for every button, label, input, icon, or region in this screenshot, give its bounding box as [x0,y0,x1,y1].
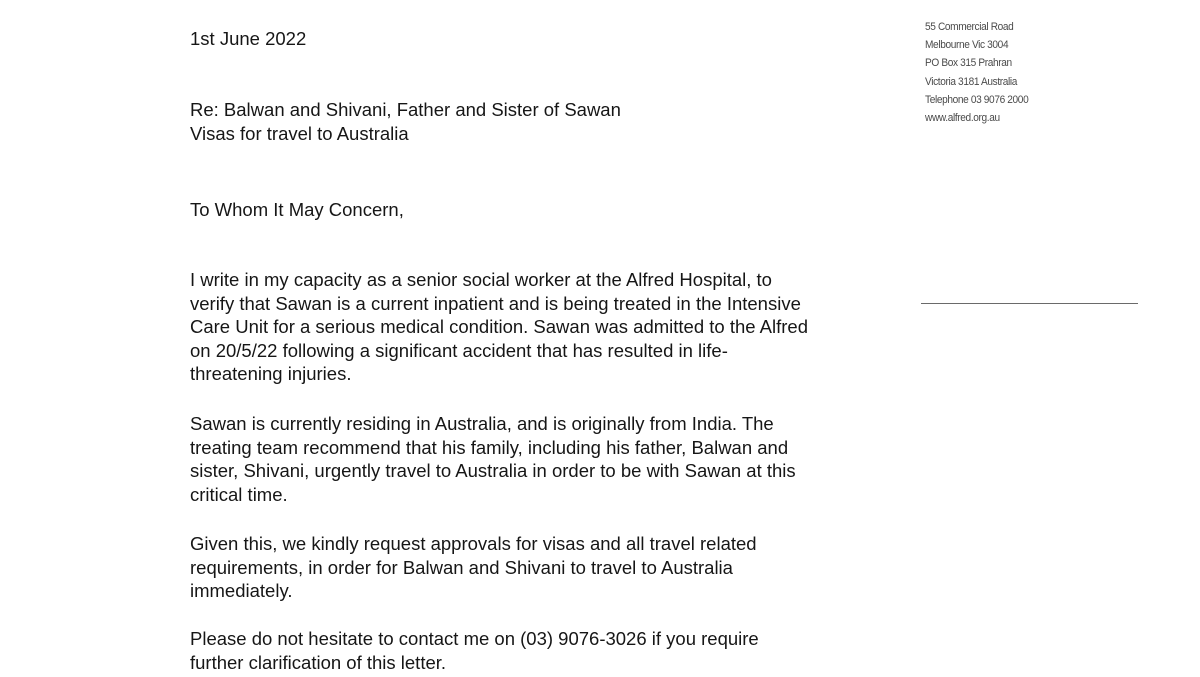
paragraph-line: Please do not hesitate to contact me on (03) 9076-3026 if you require [190,628,759,649]
address-line: PO Box 315 Prahran [925,57,1012,70]
paragraph-line: on 20/5/22 following a significant accident that has resulted in life- [190,339,728,361]
body-paragraph-1 [190,268,808,386]
paragraph-line: Given this, we kindly request approvals for visas and all travel related [190,533,757,554]
paragraph-line: verify that Sawan is a current inpatient and is being treated in the Intensive [190,292,801,314]
address-line: 55 Commercial Road [925,21,1014,33]
address-telephone: Telephone 03 9076 2000 [925,93,1029,106]
address-website: www.alfred.org.au [925,112,1000,125]
body-paragraph-3 [190,532,757,603]
subject-line-2: Visas for travel to Australia [190,122,409,144]
letterhead-divider [921,303,1138,304]
paragraph-line: critical time. [190,483,288,505]
address-line: Melbourne Vic 3004 [925,39,1009,52]
letterhead-address [925,18,1028,127]
subject-line-1: Re: Balwan and Shivani, Father and Sister of Sawan [190,99,621,120]
subject-line [190,98,621,145]
body-paragraph-4 [190,627,759,674]
letter-date: 1st June 2022 [190,28,307,49]
paragraph-line: sister, Shivani, urgently travel to Australia in order to be with Sawan at this [190,460,796,481]
paragraph-line: Care Unit for a serious medical condition. Sawan was admitted to the Alfred [190,316,809,337]
paragraph-line: immediately. [190,580,293,601]
paragraph-line: treating team recommend that his family, including his father, Balwan and [190,436,789,458]
paragraph-line: I write in my capacity as a senior social worker at the Alfred Hospital, to [190,269,772,290]
salutation: To Whom It May Concern, [190,199,404,220]
body-paragraph-2 [190,412,796,506]
paragraph-line: threatening injuries. [190,363,352,384]
address-line: Victoria 3181 Australia [925,75,1018,88]
paragraph-line: Sawan is currently residing in Australia, and is originally from India. The [190,413,774,434]
paragraph-line: requirements, in order for Balwan and Shivani to travel to Australia [190,556,733,578]
paragraph-line: further clarification of this letter. [190,651,447,673]
